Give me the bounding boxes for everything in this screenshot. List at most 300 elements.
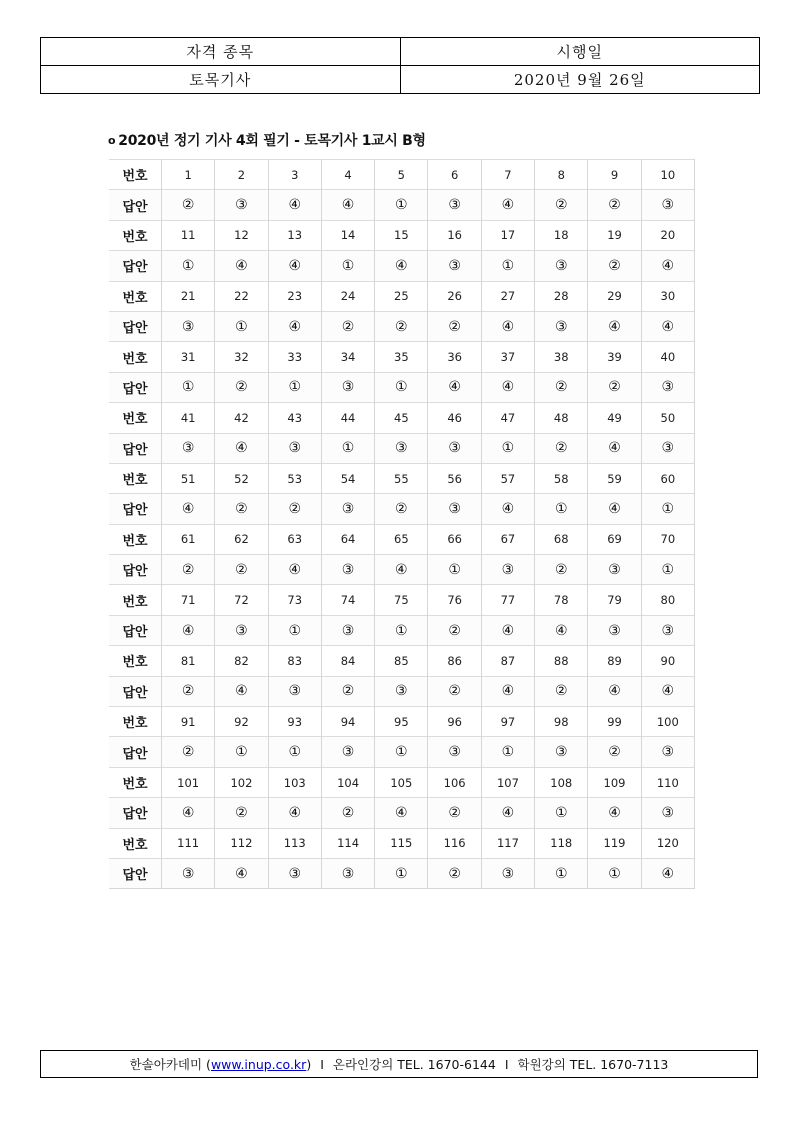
answer-cell — [268, 372, 321, 402]
answer-cell — [481, 251, 534, 281]
circled-answer-number: ④ — [181, 622, 195, 639]
question-number-cell: 48 — [535, 403, 588, 433]
circled-answer-number: ③ — [661, 622, 675, 639]
circled-answer-number: ③ — [235, 197, 248, 214]
answer-cell — [321, 798, 374, 828]
circled-answer-number: ③ — [448, 744, 461, 761]
number-row — [109, 220, 695, 250]
answer-cell — [641, 372, 694, 402]
answer-cell — [535, 494, 588, 524]
answer-cell — [641, 433, 694, 463]
circled-answer-number: ③ — [341, 622, 355, 639]
circled-answer-number: ① — [395, 744, 408, 761]
answer-row-label: 답안 — [109, 494, 162, 524]
answer-row-label: 답안 — [109, 555, 162, 585]
circled-answer-number: ④ — [395, 257, 408, 274]
circled-answer-number: ② — [235, 561, 248, 578]
answer-cell — [588, 433, 641, 463]
answer-cell — [481, 372, 534, 402]
circled-answer-number: ④ — [395, 561, 408, 578]
question-number-cell: 74 — [321, 585, 374, 615]
answer-cell — [535, 555, 588, 585]
circled-answer-number: ① — [181, 257, 195, 274]
answer-cell — [481, 615, 534, 645]
circled-answer-number: ③ — [608, 561, 621, 578]
circled-answer-number: ③ — [341, 744, 355, 761]
answer-cell — [535, 858, 588, 888]
question-number-cell: 8 — [535, 160, 588, 190]
number-row-label: 번호 — [109, 160, 162, 190]
circled-answer-number: ② — [395, 318, 408, 335]
circled-answer-number: ③ — [288, 440, 302, 457]
website-link[interactable]: www.inup.co.kr — [210, 1056, 307, 1072]
circled-answer-number: ④ — [501, 804, 515, 821]
circled-answer-number: ① — [341, 440, 355, 457]
question-number-cell: 115 — [375, 828, 428, 858]
circled-answer-number: ② — [395, 500, 408, 517]
answer-cell — [481, 737, 534, 767]
question-number-cell: 39 — [588, 342, 641, 372]
number-row — [109, 767, 695, 797]
answer-cell — [535, 676, 588, 706]
question-number-cell: 96 — [428, 707, 481, 737]
answer-cell — [268, 798, 321, 828]
answer-cell — [641, 311, 694, 341]
circled-answer-number: ③ — [554, 744, 568, 761]
question-number-cell: 113 — [268, 828, 321, 858]
answer-cell — [641, 494, 694, 524]
circled-answer-number: ① — [554, 865, 568, 882]
circled-answer-number: ③ — [181, 440, 195, 457]
answer-cell — [481, 433, 534, 463]
question-number-cell: 81 — [162, 646, 215, 676]
number-row-label: 번호 — [109, 524, 162, 554]
question-number-cell: 116 — [428, 828, 481, 858]
circled-answer-number: ① — [395, 622, 408, 639]
circled-answer-number: ① — [501, 257, 515, 274]
answer-cell — [162, 737, 215, 767]
question-number-cell: 6 — [428, 160, 481, 190]
question-number-cell: 73 — [268, 585, 321, 615]
number-row-label: 번호 — [109, 707, 162, 737]
question-number-cell: 45 — [375, 403, 428, 433]
answer-cell — [268, 311, 321, 341]
circled-answer-number: ② — [554, 379, 568, 396]
circled-answer-number: ③ — [395, 440, 408, 457]
question-number-cell: 59 — [588, 463, 641, 493]
question-number-cell: 102 — [215, 767, 268, 797]
answer-key-table — [109, 159, 695, 889]
answer-row-label: 답안 — [109, 615, 162, 645]
answer-key-title — [108, 130, 426, 150]
answer-row-label: 답안 — [109, 798, 162, 828]
answer-cell — [535, 190, 588, 220]
number-row — [109, 342, 695, 372]
question-number-cell: 18 — [535, 220, 588, 250]
question-number-cell: 53 — [268, 463, 321, 493]
answer-cell — [321, 372, 374, 402]
circled-answer-number: ② — [181, 561, 195, 578]
answer-cell — [375, 190, 428, 220]
circled-answer-number: ① — [448, 561, 461, 578]
circled-answer-number: ③ — [181, 318, 195, 335]
answer-cell — [321, 615, 374, 645]
question-number-cell: 24 — [321, 281, 374, 311]
circled-answer-number: ④ — [661, 257, 675, 274]
number-row-label: 번호 — [109, 281, 162, 311]
question-number-cell: 114 — [321, 828, 374, 858]
question-number-cell: 21 — [162, 281, 215, 311]
answer-cell — [162, 494, 215, 524]
number-row — [109, 646, 695, 676]
answer-cell — [162, 433, 215, 463]
question-number-cell: 42 — [215, 403, 268, 433]
answer-cell — [641, 858, 694, 888]
question-number-cell: 57 — [481, 463, 534, 493]
answer-cell — [215, 311, 268, 341]
question-number-cell: 70 — [641, 524, 694, 554]
question-number-cell: 71 — [162, 585, 215, 615]
question-number-cell: 44 — [321, 403, 374, 433]
circled-answer-number: ③ — [395, 683, 408, 700]
question-number-cell: 10 — [641, 160, 694, 190]
question-number-cell: 31 — [162, 342, 215, 372]
circled-answer-number: ④ — [181, 500, 195, 517]
answer-cell — [215, 251, 268, 281]
answer-cell — [481, 858, 534, 888]
answer-cell — [481, 798, 534, 828]
number-row-label: 번호 — [109, 220, 162, 250]
answer-row-label: 답안 — [109, 433, 162, 463]
circled-answer-number: ① — [395, 379, 408, 396]
answer-cell — [428, 555, 481, 585]
answer-cell — [215, 494, 268, 524]
answer-row-label: 답안 — [109, 676, 162, 706]
circled-answer-number: ③ — [661, 744, 675, 761]
question-number-cell: 86 — [428, 646, 481, 676]
number-row-label: 번호 — [109, 463, 162, 493]
circled-answer-number: ① — [608, 865, 621, 882]
question-number-cell: 90 — [641, 646, 694, 676]
question-number-cell: 77 — [481, 585, 534, 615]
circled-answer-number: ④ — [608, 440, 621, 457]
circled-answer-number: ① — [235, 318, 248, 335]
circled-answer-number: ① — [501, 440, 515, 457]
question-number-cell: 43 — [268, 403, 321, 433]
answer-cell — [162, 858, 215, 888]
question-number-cell: 104 — [321, 767, 374, 797]
answer-key-body — [109, 160, 695, 889]
circled-answer-number: ③ — [448, 197, 461, 214]
circled-answer-number: ② — [235, 379, 248, 396]
circled-answer-number: ④ — [554, 622, 568, 639]
number-row — [109, 281, 695, 311]
answer-cell — [428, 676, 481, 706]
answer-cell — [535, 615, 588, 645]
circled-answer-number: ④ — [181, 804, 195, 821]
question-number-cell: 32 — [215, 342, 268, 372]
answer-cell — [162, 798, 215, 828]
answer-cell — [481, 555, 534, 585]
answer-row-label: 답안 — [109, 737, 162, 767]
question-number-cell: 92 — [215, 707, 268, 737]
question-number-cell: 100 — [641, 707, 694, 737]
circled-answer-number: ④ — [448, 379, 461, 396]
question-number-cell: 91 — [162, 707, 215, 737]
question-number-cell: 51 — [162, 463, 215, 493]
question-number-cell: 17 — [481, 220, 534, 250]
circled-answer-number: ④ — [608, 804, 621, 821]
answer-cell — [375, 798, 428, 828]
question-number-cell: 1 — [162, 160, 215, 190]
question-number-cell: 69 — [588, 524, 641, 554]
answer-row — [109, 798, 695, 828]
question-number-cell: 19 — [588, 220, 641, 250]
answer-cell — [641, 737, 694, 767]
question-number-cell: 119 — [588, 828, 641, 858]
question-number-cell: 118 — [535, 828, 588, 858]
answer-cell — [588, 676, 641, 706]
answer-cell — [268, 555, 321, 585]
question-number-cell: 16 — [428, 220, 481, 250]
circled-answer-number: ④ — [235, 865, 248, 882]
circled-answer-number: ① — [661, 500, 675, 517]
answer-cell — [641, 676, 694, 706]
answer-cell — [321, 858, 374, 888]
circled-answer-number: ② — [448, 622, 461, 639]
circled-answer-number: ④ — [288, 197, 302, 214]
answer-cell — [588, 311, 641, 341]
answer-row — [109, 311, 695, 341]
circled-answer-number: ② — [608, 379, 621, 396]
answer-cell — [641, 251, 694, 281]
circled-answer-number: ③ — [661, 440, 675, 457]
offline-lecture-phone: 학원강의 TEL. 1670-7113 — [517, 1057, 669, 1072]
question-number-cell: 14 — [321, 220, 374, 250]
question-number-cell: 61 — [162, 524, 215, 554]
question-number-cell: 63 — [268, 524, 321, 554]
circled-answer-number: ④ — [661, 318, 675, 335]
question-number-cell: 33 — [268, 342, 321, 372]
circled-answer-number: ② — [181, 197, 195, 214]
answer-cell — [162, 615, 215, 645]
answer-cell — [588, 190, 641, 220]
answer-row-label: 답안 — [109, 190, 162, 220]
answer-cell — [321, 555, 374, 585]
answer-row-label: 답안 — [109, 372, 162, 402]
circled-answer-number: ① — [181, 379, 195, 396]
question-number-cell: 103 — [268, 767, 321, 797]
circled-answer-number: ① — [395, 197, 408, 214]
question-number-cell: 34 — [321, 342, 374, 372]
circled-answer-number: ④ — [608, 500, 621, 517]
circled-answer-number: ② — [554, 683, 568, 700]
subject-column-header: 자격 종목 — [41, 38, 401, 66]
paren-open: ( — [206, 1056, 211, 1072]
circled-answer-number: ① — [341, 257, 355, 274]
number-row-label: 번호 — [109, 828, 162, 858]
circled-answer-number: ④ — [501, 622, 515, 639]
question-number-cell: 87 — [481, 646, 534, 676]
question-number-cell: 117 — [481, 828, 534, 858]
circled-answer-number: ① — [235, 744, 248, 761]
circled-answer-number: ③ — [181, 865, 195, 882]
answer-cell — [535, 251, 588, 281]
circled-answer-number: ④ — [501, 379, 515, 396]
answer-cell — [641, 555, 694, 585]
answer-cell — [588, 858, 641, 888]
answer-cell — [162, 311, 215, 341]
question-number-cell: 38 — [535, 342, 588, 372]
circled-answer-number: ② — [341, 318, 355, 335]
circled-answer-number: ③ — [341, 561, 355, 578]
answer-row — [109, 676, 695, 706]
answer-cell — [268, 615, 321, 645]
question-number-cell: 11 — [162, 220, 215, 250]
answer-cell — [321, 494, 374, 524]
answer-cell — [535, 798, 588, 828]
answer-cell — [321, 251, 374, 281]
answer-cell — [375, 555, 428, 585]
circled-answer-number: ② — [608, 744, 621, 761]
circled-answer-number: ④ — [288, 257, 302, 274]
answer-cell — [215, 615, 268, 645]
circled-answer-number: ③ — [341, 865, 355, 882]
answer-row — [109, 190, 695, 220]
answer-cell — [481, 311, 534, 341]
question-number-cell: 26 — [428, 281, 481, 311]
answer-cell — [375, 737, 428, 767]
answer-cell — [428, 858, 481, 888]
answer-cell — [375, 372, 428, 402]
question-number-cell: 94 — [321, 707, 374, 737]
answer-cell — [588, 798, 641, 828]
question-number-cell: 13 — [268, 220, 321, 250]
question-number-cell: 105 — [375, 767, 428, 797]
question-number-cell: 4 — [321, 160, 374, 190]
question-number-cell: 84 — [321, 646, 374, 676]
question-number-cell: 78 — [535, 585, 588, 615]
question-number-cell: 75 — [375, 585, 428, 615]
question-number-cell: 29 — [588, 281, 641, 311]
answer-cell — [215, 190, 268, 220]
answer-cell — [268, 433, 321, 463]
question-number-cell: 64 — [321, 524, 374, 554]
question-number-cell: 95 — [375, 707, 428, 737]
answer-cell — [588, 615, 641, 645]
question-number-cell: 82 — [215, 646, 268, 676]
answer-cell — [375, 433, 428, 463]
question-number-cell: 109 — [588, 767, 641, 797]
question-number-cell: 68 — [535, 524, 588, 554]
circled-answer-number: ① — [554, 500, 568, 517]
circled-answer-number: ③ — [501, 561, 515, 578]
circled-answer-number: ④ — [288, 318, 302, 335]
answer-cell — [268, 676, 321, 706]
answer-cell — [215, 798, 268, 828]
answer-cell — [268, 494, 321, 524]
circled-answer-number: ② — [341, 683, 355, 700]
circled-answer-number: ② — [235, 804, 248, 821]
exam-date-value: 2020년 9월 26일 — [400, 66, 760, 94]
question-number-cell: 60 — [641, 463, 694, 493]
answer-cell — [268, 190, 321, 220]
answer-cell — [162, 676, 215, 706]
circled-answer-number: ① — [288, 622, 302, 639]
answer-cell — [321, 433, 374, 463]
number-row — [109, 403, 695, 433]
question-number-cell: 20 — [641, 220, 694, 250]
footer-separator: I — [504, 1056, 509, 1072]
question-number-cell: 28 — [535, 281, 588, 311]
answer-cell — [535, 311, 588, 341]
subject-value: 토목기사 — [41, 66, 401, 94]
question-number-cell: 76 — [428, 585, 481, 615]
circled-answer-number: ① — [288, 744, 302, 761]
answer-cell — [162, 251, 215, 281]
answer-cell — [588, 494, 641, 524]
question-number-cell: 98 — [535, 707, 588, 737]
number-row — [109, 707, 695, 737]
circled-answer-number: ③ — [554, 257, 568, 274]
answer-row — [109, 737, 695, 767]
number-row — [109, 828, 695, 858]
number-row — [109, 463, 695, 493]
answer-cell — [215, 737, 268, 767]
question-number-cell: 83 — [268, 646, 321, 676]
answer-cell — [641, 615, 694, 645]
circled-answer-number: ④ — [395, 804, 408, 821]
answer-cell — [375, 676, 428, 706]
circled-answer-number: ① — [288, 379, 302, 396]
answer-cell — [321, 311, 374, 341]
answer-cell — [428, 494, 481, 524]
question-number-cell: 23 — [268, 281, 321, 311]
answer-cell — [428, 737, 481, 767]
question-number-cell: 3 — [268, 160, 321, 190]
answer-cell — [215, 858, 268, 888]
number-row-label: 번호 — [109, 767, 162, 797]
circled-answer-number: ④ — [501, 318, 515, 335]
question-number-cell: 93 — [268, 707, 321, 737]
answer-cell — [375, 311, 428, 341]
question-number-cell: 7 — [481, 160, 534, 190]
answer-cell — [268, 737, 321, 767]
paren-close: ) — [306, 1056, 312, 1072]
circled-answer-number: ③ — [288, 683, 302, 700]
circled-answer-number: ④ — [341, 197, 355, 214]
answer-cell — [375, 615, 428, 645]
question-number-cell: 110 — [641, 767, 694, 797]
circled-answer-number: ② — [341, 804, 355, 821]
circled-answer-number: ③ — [235, 622, 248, 639]
question-number-cell: 37 — [481, 342, 534, 372]
answer-row — [109, 555, 695, 585]
question-number-cell: 85 — [375, 646, 428, 676]
answer-cell — [215, 555, 268, 585]
question-number-cell: 47 — [481, 403, 534, 433]
question-number-cell: 72 — [215, 585, 268, 615]
answer-cell — [428, 190, 481, 220]
circled-answer-number: ④ — [235, 257, 248, 274]
question-number-cell: 55 — [375, 463, 428, 493]
question-number-cell: 35 — [375, 342, 428, 372]
question-number-cell: 22 — [215, 281, 268, 311]
answer-cell — [321, 676, 374, 706]
number-row — [109, 160, 695, 190]
number-row — [109, 524, 695, 554]
circled-answer-number: ② — [608, 197, 621, 214]
